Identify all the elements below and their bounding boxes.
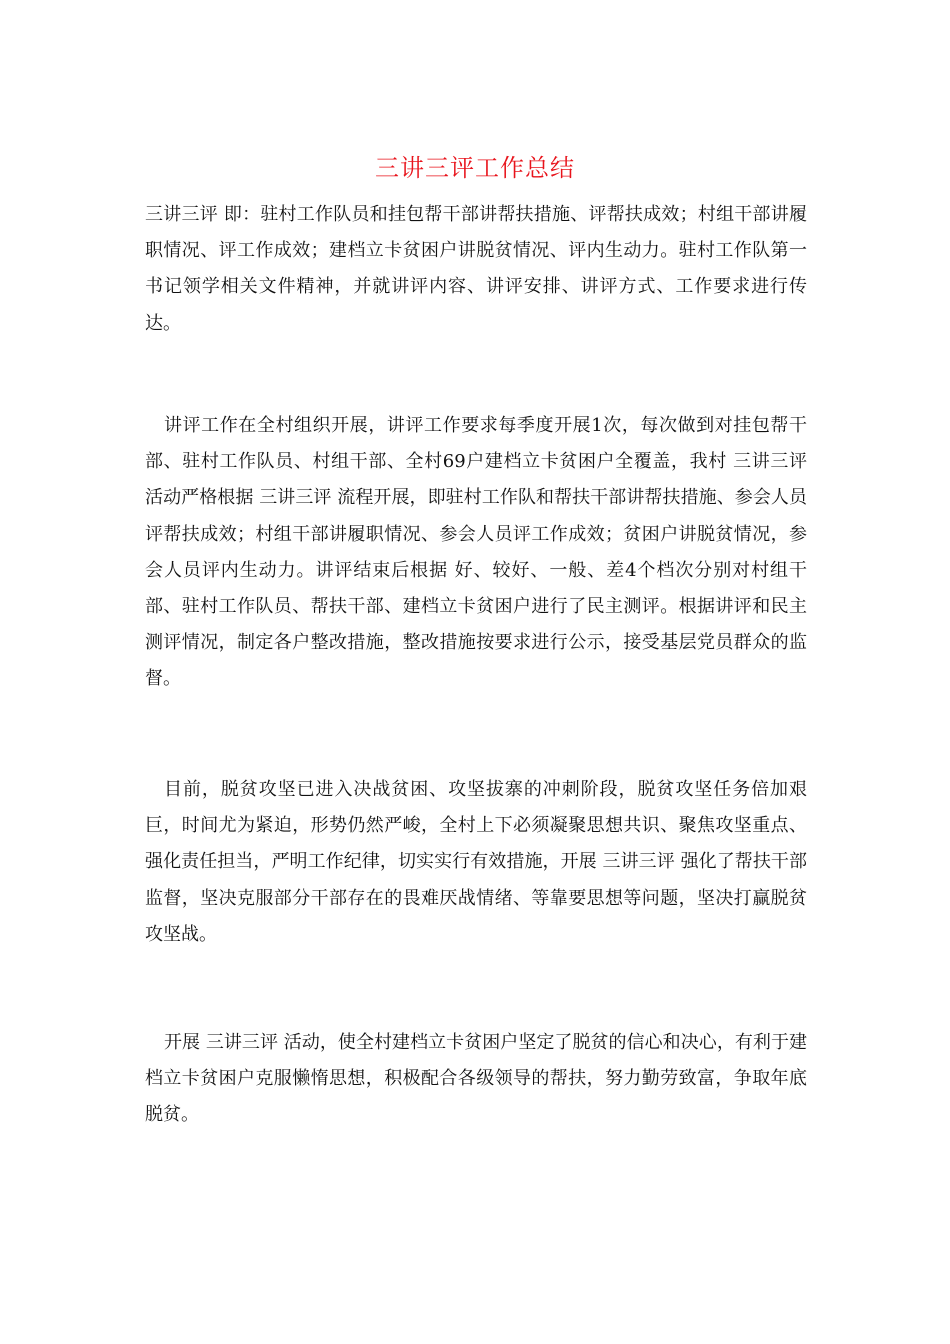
document-title: 三讲三评工作总结 xyxy=(375,154,575,182)
paragraph-3: 目前，脱贫攻坚已进入决战贫困、攻坚拔寨的冲刺阶段，脱贫攻坚任务倍加艰巨，时间尤为紧迫，形势仍然严峻，全村上下必须凝聚思想共识、聚焦攻坚重点、强化责任担当，严明工作纪律，切实实行有效措施，开展 三讲三评 强化了帮扶干部监督，坚决克服部分干部存在的畏难厌战情绪、等靠要思想等问题，坚决打赢脱贫攻坚战。 xyxy=(145,779,807,945)
paragraph-1: 三讲三评 即：驻村工作队员和挂包帮干部讲帮扶措施、评帮扶成效；村组干部讲履职情况、评工作成效；建档立卡贫困户讲脱贫情况、评内生动力。驻村工作队第一书记领学相关文件精神，并就讲评内容、讲评安排、讲评方式、工作要求进行传达。 xyxy=(145,204,807,334)
paragraph-4: 开展 三讲三评 活动，使全村建档立卡贫困户坚定了脱贫的信心和决心，有利于建档立卡贫困户克服懒惰思想，积极配合各级领导的帮扶，努力勤劳致富，争取年底脱贫。 xyxy=(145,1032,807,1126)
paragraph-2: 讲评工作在全村组织开展，讲评工作要求每季度开展1次，每次做到对挂包帮干部、驻村工作队员、村组干部、全村69户建档立卡贫困户全覆盖，我村 三讲三评 活动严格根据 三讲三评 流程开展，即驻村工作队和帮扶干部讲帮扶措施、参会人员评帮扶成效；村组干部讲履职情况、参会人员评工作成效；贫困户讲脱贫情况，参会人员评内生动力。讲评结束后根据 好、较好、一般、差4个档次分别对村组干部、驻村工作队员、帮扶干部、建档立卡贫困户进行了民主测评。根据讲评和民主测评情况，制定各户整改措施，整改措施按要求进行公示，接受基层党员群众的监督。 xyxy=(145,415,807,690)
